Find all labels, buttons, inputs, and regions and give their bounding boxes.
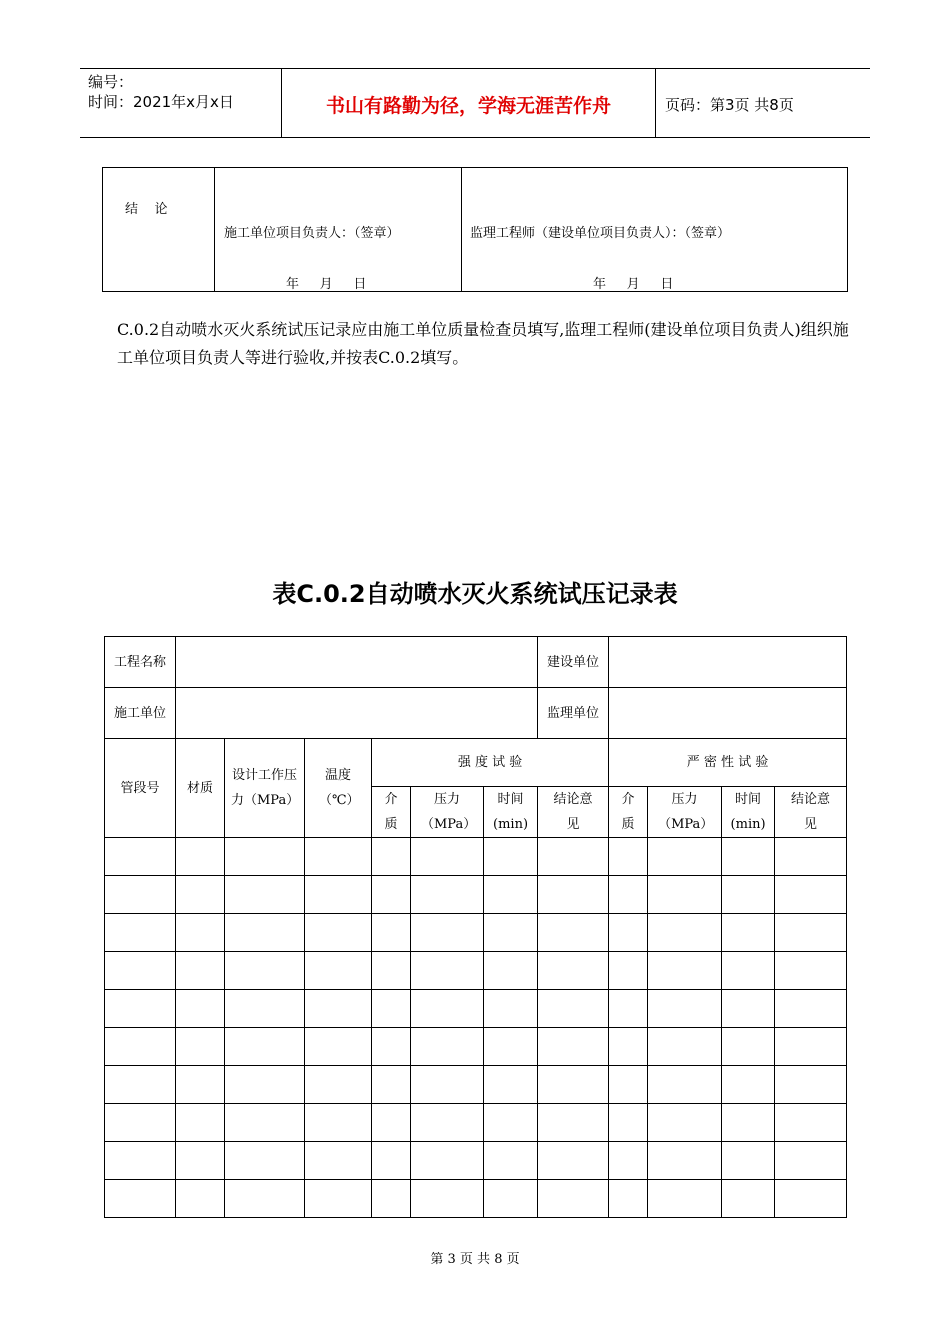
table-row <box>105 1104 847 1142</box>
table-cell[interactable] <box>609 1028 648 1066</box>
table-cell[interactable] <box>648 1066 722 1104</box>
table-row <box>105 876 847 914</box>
supervision-unit-label: 监理单位 <box>538 688 609 739</box>
project-name-label: 工程名称 <box>105 637 176 688</box>
table-cell[interactable] <box>176 876 225 914</box>
table-cell[interactable] <box>648 1142 722 1180</box>
table-cell[interactable] <box>722 952 775 990</box>
table-cell[interactable] <box>372 838 411 876</box>
table-divider <box>461 168 462 291</box>
table-cell[interactable] <box>225 838 305 876</box>
table-cell[interactable] <box>609 876 648 914</box>
document-time: 时间：2021年x月x日 <box>88 93 234 111</box>
pressure-test-record-table <box>104 636 847 1218</box>
table-cell[interactable] <box>305 1066 372 1104</box>
table-cell[interactable] <box>105 1180 176 1218</box>
table-cell[interactable] <box>609 1104 648 1142</box>
table-cell[interactable] <box>609 1142 648 1180</box>
strength-test-header: 强 度 试 验 <box>372 739 609 787</box>
tightness-medium-header: 介质 <box>609 787 648 838</box>
table-cell[interactable] <box>648 1180 722 1218</box>
table-row <box>105 914 847 952</box>
table-cell[interactable] <box>176 990 225 1028</box>
table-cell[interactable] <box>411 838 484 876</box>
table-cell[interactable] <box>722 838 775 876</box>
table-cell[interactable] <box>372 1142 411 1180</box>
table-cell[interactable] <box>225 1180 305 1218</box>
table-cell[interactable] <box>722 1142 775 1180</box>
table-cell[interactable] <box>648 876 722 914</box>
project-name-value[interactable] <box>176 637 538 688</box>
table-cell[interactable] <box>225 1066 305 1104</box>
table-cell[interactable] <box>775 1028 847 1066</box>
table-cell[interactable] <box>105 1028 176 1066</box>
table-cell[interactable] <box>775 1180 847 1218</box>
temperature-header: 温度（℃） <box>305 739 372 838</box>
table-cell[interactable] <box>484 1028 538 1066</box>
table-cell[interactable] <box>305 1028 372 1066</box>
table-cell[interactable] <box>305 990 372 1028</box>
table-cell[interactable] <box>372 1066 411 1104</box>
table-cell[interactable] <box>775 990 847 1028</box>
signoff-table <box>102 167 848 292</box>
table-cell[interactable] <box>484 990 538 1028</box>
design-pressure-header: 设计工作压力（MPa） <box>225 739 305 838</box>
table-cell[interactable] <box>609 838 648 876</box>
table-row <box>105 1142 847 1180</box>
table-cell[interactable] <box>484 838 538 876</box>
table-cell[interactable] <box>176 952 225 990</box>
table-cell[interactable] <box>538 1180 609 1218</box>
table-divider <box>214 168 215 291</box>
table-cell[interactable] <box>648 990 722 1028</box>
tightness-time-header: 时间(min) <box>722 787 775 838</box>
table-cell[interactable] <box>775 1142 847 1180</box>
table-cell[interactable] <box>372 1104 411 1142</box>
table-cell[interactable] <box>775 838 847 876</box>
table-cell[interactable] <box>176 1142 225 1180</box>
table-cell[interactable] <box>648 1104 722 1142</box>
table-cell[interactable] <box>484 1142 538 1180</box>
table-cell[interactable] <box>411 1104 484 1142</box>
table-cell[interactable] <box>105 1066 176 1104</box>
table-cell[interactable] <box>775 1104 847 1142</box>
table-row <box>105 952 847 990</box>
table-cell[interactable] <box>609 1180 648 1218</box>
table-cell[interactable] <box>105 1142 176 1180</box>
table-cell[interactable] <box>225 1104 305 1142</box>
table-cell[interactable] <box>538 1028 609 1066</box>
table-cell[interactable] <box>722 1066 775 1104</box>
table-cell[interactable] <box>538 1142 609 1180</box>
table-cell[interactable] <box>411 1066 484 1104</box>
document-number-label: 编号： <box>88 73 134 91</box>
header-motto: 书山有路勤为径，学海无涯苦作舟 <box>325 95 611 117</box>
table-cell[interactable] <box>372 876 411 914</box>
strength-medium-header: 介质 <box>372 787 411 838</box>
table-cell[interactable] <box>305 838 372 876</box>
table-cell[interactable] <box>305 952 372 990</box>
table-cell[interactable] <box>105 1104 176 1142</box>
table-cell[interactable] <box>411 914 484 952</box>
construction-unit-label: 施工单位 <box>105 688 176 739</box>
table-cell[interactable] <box>648 952 722 990</box>
table-cell[interactable] <box>305 1142 372 1180</box>
table-title: 表C.0.2自动喷水灭火系统试压记录表 <box>272 580 678 608</box>
page-header <box>80 68 870 138</box>
table-cell[interactable] <box>609 990 648 1028</box>
table-cell[interactable] <box>722 914 775 952</box>
table-cell[interactable] <box>538 876 609 914</box>
table-cell[interactable] <box>538 990 609 1028</box>
table-cell[interactable] <box>225 1028 305 1066</box>
table-cell[interactable] <box>648 1028 722 1066</box>
owner-unit-value[interactable] <box>609 637 847 688</box>
table-cell[interactable] <box>538 952 609 990</box>
table-cell[interactable] <box>411 1142 484 1180</box>
tightness-pressure-header: 压力（MPa） <box>648 787 722 838</box>
table-row <box>105 838 847 876</box>
table-cell[interactable] <box>722 1180 775 1218</box>
table-cell[interactable] <box>176 1104 225 1142</box>
table-row <box>105 1028 847 1066</box>
table-cell[interactable] <box>538 914 609 952</box>
strength-time-header: 时间(min) <box>484 787 538 838</box>
table-cell[interactable] <box>176 838 225 876</box>
table-cell[interactable] <box>305 914 372 952</box>
table-cell[interactable] <box>722 990 775 1028</box>
table-row <box>105 990 847 1028</box>
table-cell[interactable] <box>484 952 538 990</box>
table-cell[interactable] <box>484 1180 538 1218</box>
table-cell[interactable] <box>484 876 538 914</box>
table-cell[interactable] <box>538 1104 609 1142</box>
owner-unit-label: 建设单位 <box>538 637 609 688</box>
table-cell[interactable] <box>372 1180 411 1218</box>
table-cell[interactable] <box>411 952 484 990</box>
strength-conclusion-header: 结论意见 <box>538 787 609 838</box>
table-cell[interactable] <box>105 876 176 914</box>
table-cell[interactable] <box>372 952 411 990</box>
conclusion-label: 结 论 <box>125 202 168 217</box>
table-cell[interactable] <box>176 1028 225 1066</box>
header-meta <box>88 72 234 112</box>
table-cell[interactable] <box>105 990 176 1028</box>
table-row <box>105 1066 847 1104</box>
table-cell[interactable] <box>105 952 176 990</box>
material-header: 材质 <box>176 739 225 838</box>
tightness-test-header: 严 密 性 试 验 <box>609 739 847 787</box>
table-cell[interactable] <box>648 838 722 876</box>
table-cell[interactable] <box>538 838 609 876</box>
table-cell[interactable] <box>105 914 176 952</box>
table-cell[interactable] <box>372 990 411 1028</box>
header-page-indicator: 页码：第3页 共8页 <box>665 96 794 114</box>
table-cell[interactable] <box>305 1180 372 1218</box>
table-cell[interactable] <box>722 1028 775 1066</box>
table-cell[interactable] <box>609 1066 648 1104</box>
table-cell[interactable] <box>105 838 176 876</box>
table-cell[interactable] <box>305 876 372 914</box>
supervision-unit-value[interactable] <box>609 688 847 739</box>
table-cell[interactable] <box>722 876 775 914</box>
construction-unit-value[interactable] <box>176 688 538 739</box>
table-cell[interactable] <box>722 1104 775 1142</box>
table-cell[interactable] <box>775 876 847 914</box>
table-cell[interactable] <box>372 914 411 952</box>
table-cell[interactable] <box>411 1028 484 1066</box>
table-cell[interactable] <box>648 914 722 952</box>
table-cell[interactable] <box>775 914 847 952</box>
table-cell[interactable] <box>176 914 225 952</box>
table-cell[interactable] <box>411 876 484 914</box>
tightness-conclusion-header: 结论意见 <box>775 787 847 838</box>
supervisor-signer-label: 监理工程师（建设单位项目负责人）：（签章） <box>470 226 731 241</box>
record-rows <box>105 838 847 1218</box>
table-cell[interactable] <box>775 952 847 990</box>
date-right: 年 月 日 <box>593 277 674 292</box>
date-left: 年 月 日 <box>286 277 367 292</box>
table-cell[interactable] <box>225 876 305 914</box>
construction-signer-label: 施工单位项目负责人：（签章） <box>224 226 400 241</box>
instruction-paragraph: C.0.2自动喷水灭火系统试压记录应由施工单位质量检查员填写,监理工程师(建设单位项目负责人)组织施工单位项目负责人等进行验收,并按表C.0.2填写。 <box>117 320 849 367</box>
table-row <box>105 1180 847 1218</box>
segment-no-header: 管段号 <box>105 739 176 838</box>
page-footer: 第 3 页 共 8 页 <box>430 1252 520 1267</box>
table-cell[interactable] <box>484 914 538 952</box>
table-cell[interactable] <box>176 1180 225 1218</box>
table-cell[interactable] <box>372 1028 411 1066</box>
table-cell[interactable] <box>484 1104 538 1142</box>
table-cell[interactable] <box>225 1142 305 1180</box>
table-cell[interactable] <box>225 952 305 990</box>
strength-pressure-header: 压力（MPa） <box>411 787 484 838</box>
table-cell[interactable] <box>411 990 484 1028</box>
table-cell[interactable] <box>609 952 648 990</box>
table-cell[interactable] <box>538 1066 609 1104</box>
table-cell[interactable] <box>176 1066 225 1104</box>
table-cell[interactable] <box>411 1180 484 1218</box>
table-cell[interactable] <box>305 1104 372 1142</box>
header-divider <box>655 69 656 137</box>
table-cell[interactable] <box>775 1066 847 1104</box>
table-cell[interactable] <box>484 1066 538 1104</box>
table-cell[interactable] <box>225 990 305 1028</box>
table-cell[interactable] <box>609 914 648 952</box>
table-cell[interactable] <box>225 914 305 952</box>
